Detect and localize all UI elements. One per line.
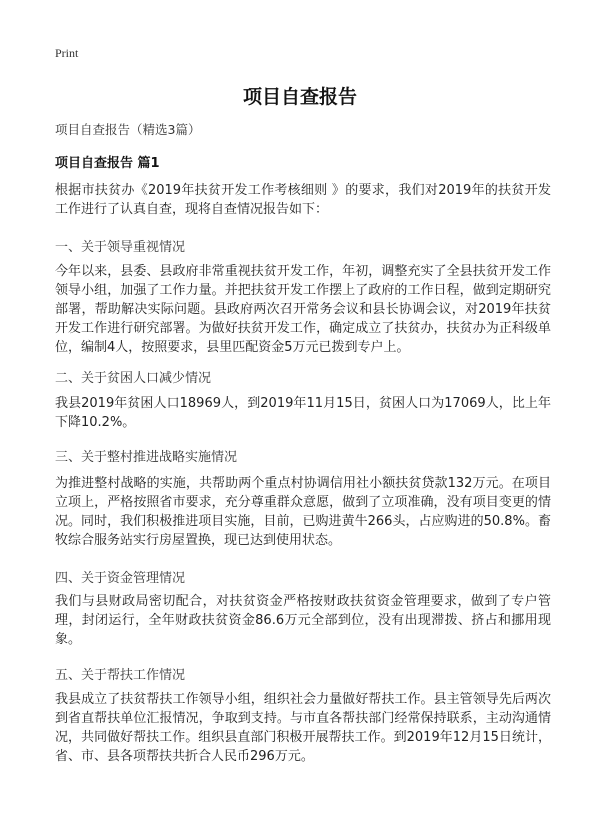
- section-body-assistance-work: 我县成立了扶贫帮扶工作领导小组，组织社会力量做好帮扶工作。县主管领导先后两次到省直帮扶单位汇报情况，争取到支持。与市直各帮扶部门经常保持联系，主动沟通情况，共同做好帮扶工作。组织县直部门积极开展帮扶工作。到2019年12月15日统计，省、市、县各项帮扶共折合人民币296万元。: [55, 692, 551, 764]
- intro-paragraph: 根据市扶贫办《2019年扶贫开发工作考核细则 》的要求，我们对2019年的扶贫开发工作进行了认真自查，现将自查情况报告如下：: [55, 183, 551, 217]
- part-heading: 项目自查报告 篇1: [55, 156, 160, 171]
- section-body-fund-management: 我们与县财政局密切配合，对扶贫资金严格按财政扶贫资金管理要求，做到了专户管理，封闭运行，全年财政扶贫资金86.6万元全部到位，没有出现滞拨、挤占和挪用现象。: [55, 594, 551, 647]
- section-heading-poverty-reduction: 二、关于贫困人口减少情况: [55, 371, 212, 386]
- section-heading-assistance-work: 五、关于帮扶工作情况: [55, 668, 186, 683]
- section-body-village-strategy: 为推进整村战略的实施，共帮助两个重点村协调信用社小额扶贫贷款132万元。在项目立项上，严格按照省市要求，充分尊重群众意愿，做到了立项准确，没有项目变更的情况。同时，我们积极推进项目实施，目前，已购进黄牛266头，占应购进的50.8%。畜牧综合服务站实行房屋置换，现已达到使用状态。: [55, 476, 551, 548]
- page-title: 项目自查报告: [242, 86, 357, 108]
- print-label[interactable]: Print: [55, 46, 79, 60]
- section-heading-leadership: 一、关于领导重视情况: [55, 240, 186, 255]
- section-heading-village-strategy: 三、关于整村推进战略实施情况: [55, 450, 238, 465]
- section-heading-fund-management: 四、关于资金管理情况: [55, 571, 186, 586]
- section-body-leadership: 今年以来，县委、县政府非常重视扶贫开发工作，年初，调整充实了全县扶贫开发工作领导小组，加强了工作力量。并把扶贫开发工作摆上了政府的工作日程，做到定期研究部署，帮助解决实际问题。县政府两次召开常务会议和县长协调会议，对2019年扶贫开发工作进行研究部署。为做好扶贫开发工作，确定成立了扶贫办，扶贫办为正科级单位，编制4人，按照要求，县里匹配资金5万元已拨到专户上。: [55, 264, 551, 355]
- section-body-poverty-reduction: 我县2019年贫困人口18969人，到2019年11月15日，贫困人口为17069人，比上年下降10.2%。: [55, 396, 551, 430]
- document-subtitle: 项目自查报告（精选3篇）: [55, 122, 201, 137]
